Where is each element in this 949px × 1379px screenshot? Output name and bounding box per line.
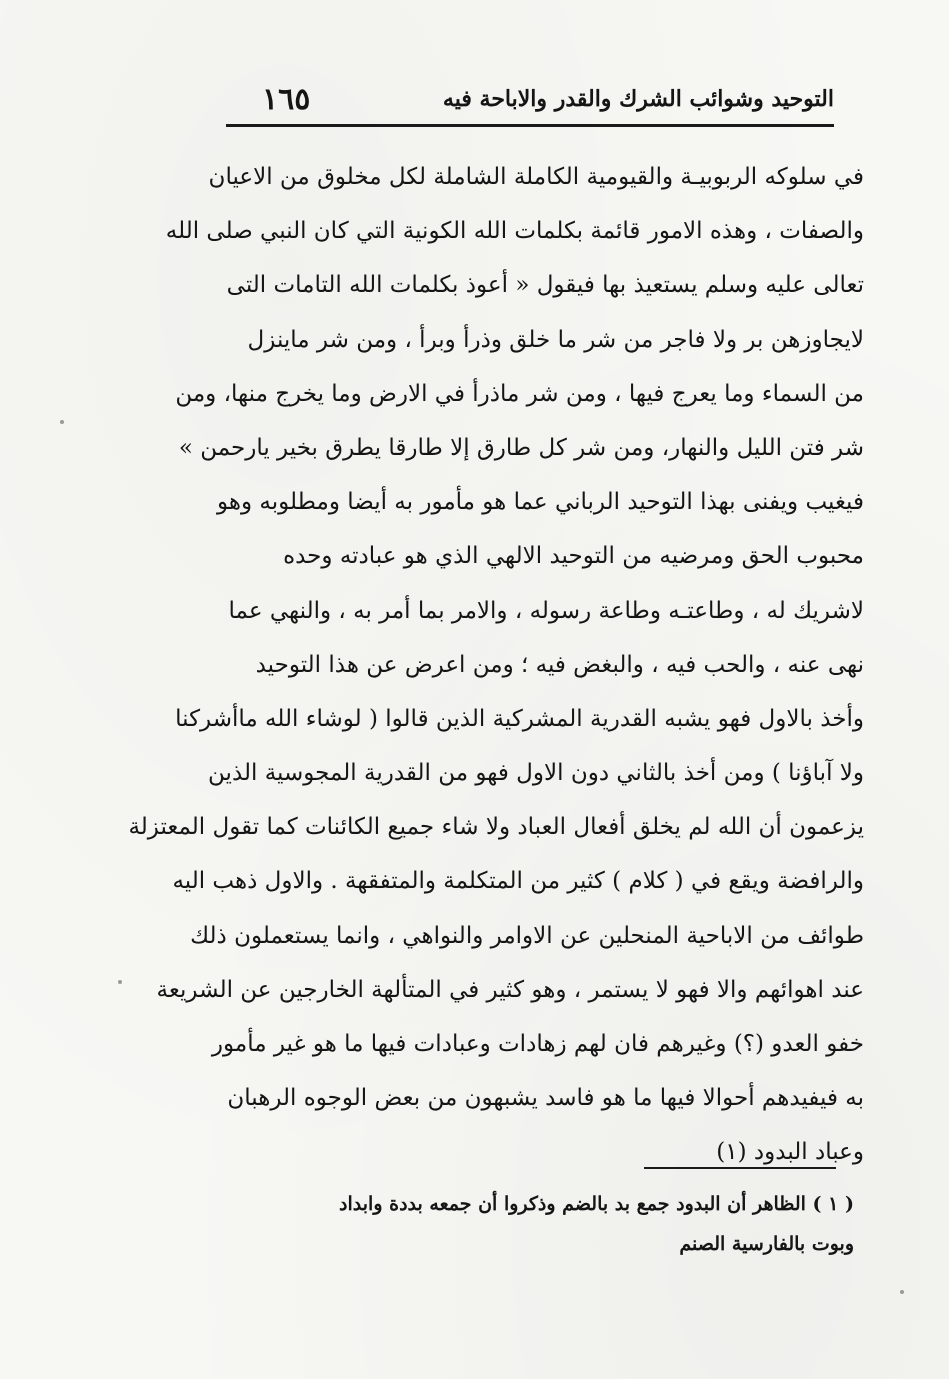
text-line: به فيفيدهم أحوالا فيها ما هو فاسد يشبهون من بعض الوجوه الرهبان bbox=[227, 1085, 864, 1112]
header-divider bbox=[226, 124, 834, 127]
text-line: والصفات ، وهذه الامور قائمة بكلمات الله الكونية التي كان النبي صلى الله bbox=[165, 218, 864, 245]
text-line: وأخذ بالاول فهو يشبه القدرية المشركية الذين قالوا ( لوشاء الله ماأشركنا bbox=[175, 705, 864, 732]
text-line: والرافضة ويقع في ( كلام ) كثير من المتكلمة والمتفقهة . والاول ذهب اليه bbox=[172, 868, 864, 895]
footnote-block bbox=[210, 1184, 854, 1264]
text-line: محبوب الحق ومرضيه من التوحيد الالهي الذي هو عبادته وحده bbox=[283, 543, 864, 570]
text-line: عند اهوائهم والا فهو لا يستمر ، وهو كثير في المتألهة الخارجين عن الشريعة bbox=[156, 976, 864, 1003]
paper-speck bbox=[60, 420, 64, 424]
text-line: خفو العدو (؟) وغيرهم فان لهم زهادات وعبادات فيها ما هو غير مأمور bbox=[211, 1031, 864, 1057]
text-line: نهى عنه ، والحب فيه ، والبغض فيه ؛ ومن اعرض عن هذا التوحيد bbox=[255, 651, 864, 678]
text-line: شر فتن الليل والنهار، ومن شر كل طارق إلا طارقا يطرق بخير يارحمن » bbox=[178, 434, 864, 461]
text-line: تعالى عليه وسلم يستعيذ بها فيقول « أعوذ بكلمات الله التامات التى bbox=[226, 272, 864, 299]
text-line: لاشريك له ، وطاعتـه وطاعة رسوله ، والامر بما أمر به ، والنهي عما bbox=[228, 597, 864, 624]
text-line: وعباد البدود (١) bbox=[716, 1139, 864, 1166]
page-number: ١٦٥ bbox=[262, 82, 311, 117]
text-line: طوائف من الاباحية المنحلين عن الاوامر والنواهي ، وانما يستعملون ذلك bbox=[190, 922, 864, 949]
main-text-block bbox=[128, 150, 864, 1180]
running-header bbox=[226, 82, 834, 122]
footnote-line: ( ١ ) الظاهر أن البدود جمع بد بالضم وذكروا أن جمعه بددة وابداد bbox=[339, 1193, 854, 1215]
text-line: يزعمون أن الله لم يخلق أفعال العباد ولا شاء جميع الكائنات كما تقول المعتزلة bbox=[128, 814, 864, 841]
paper-speck bbox=[900, 1290, 904, 1294]
running-title: التوحيد وشوائب الشرك والقدر والاباحة فيه bbox=[442, 86, 834, 112]
footnote-divider bbox=[644, 1167, 836, 1169]
text-line: لايجاوزهن بر ولا فاجر من شر ما خلق وذرأ وبرأ ، ومن شر ماينزل bbox=[247, 326, 864, 353]
text-line: من السماء وما يعرج فيها ، ومن شر ماذرأ في الارض وما يخرج منها، ومن bbox=[175, 380, 864, 407]
text-line: ولا آباؤنا ) ومن أخذ بالثاني دون الاول فهو من القدرية المجوسية الذين bbox=[208, 760, 864, 787]
footnote-line: وبوت بالفارسية الصنم bbox=[679, 1233, 854, 1255]
paper-speck bbox=[118, 980, 122, 984]
text-line: في سلوكه الربوبيـة والقيومية الكاملة الشاملة لكل مخلوق من الاعيان bbox=[208, 164, 864, 190]
text-line: فيغيب ويفنى بهذا التوحيد الرباني عما هو مأمور به أيضا ومطلوبه وهو bbox=[216, 489, 864, 516]
